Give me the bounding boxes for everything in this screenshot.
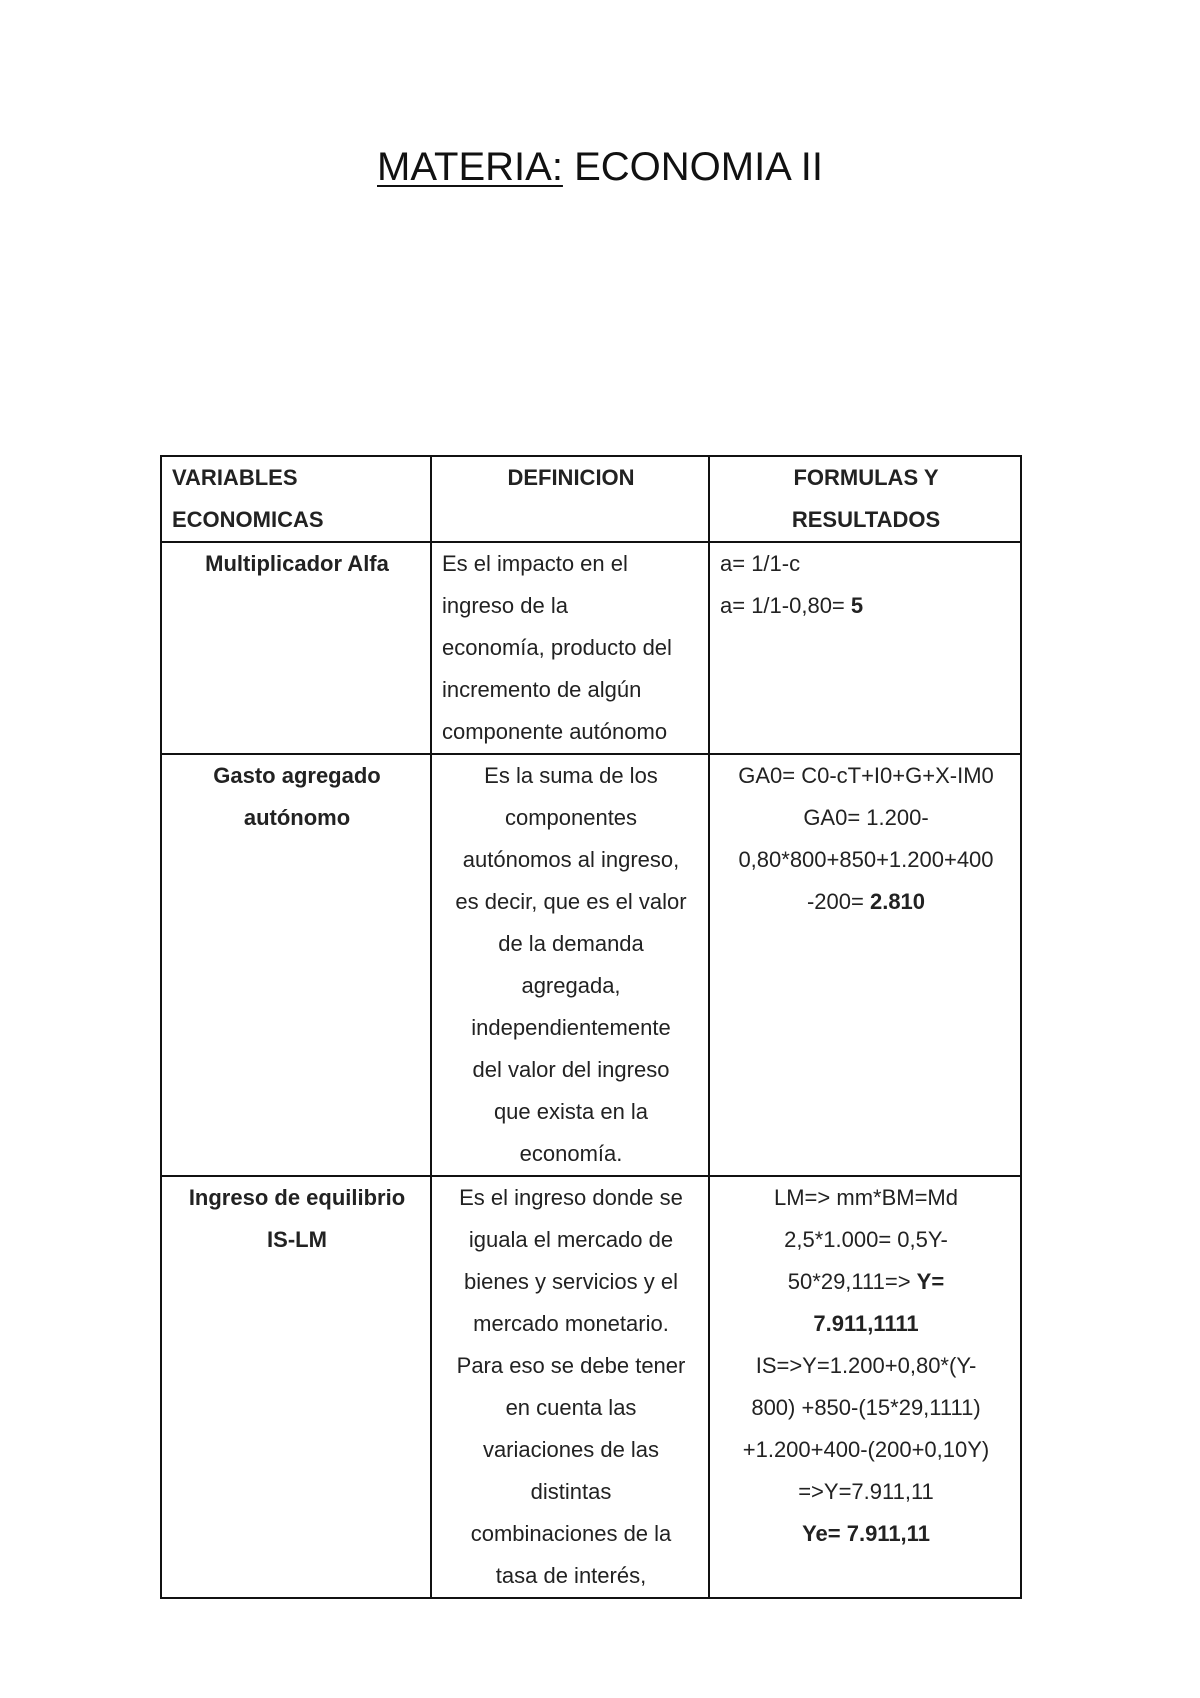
definition-cell [431,542,709,754]
page-title [0,143,1200,191]
formula-text: a= 1/1-c [720,551,801,576]
formula-text: GA0= 1.200- [803,805,929,830]
definition-line: variaciones de las [482,1437,660,1462]
formula-line [720,755,1012,797]
variable-line: autónomo [243,805,351,830]
header-line: ECONOMICAS [172,507,324,532]
table-row [161,1176,1021,1598]
definition-line: de la demanda [498,931,644,956]
definition-cell [431,754,709,1176]
definition-line: agregada, [521,973,621,998]
formula-result: 2.810 [869,889,926,914]
variable-line: Gasto agregado [213,763,381,788]
title-label: MATERIA: [377,145,563,189]
formula-result: Y= [916,1269,945,1294]
variable-line: IS-LM [267,1227,327,1252]
definition-line: independientemente [471,1015,671,1040]
header-line: FORMULAS Y [793,465,939,490]
variables-table [160,455,1022,1599]
formula-text: =>Y=7.911,11 [798,1479,934,1504]
definition-line: bienes y servicios y el [464,1269,678,1294]
definition-line: distintas [530,1479,612,1504]
header-formulas [709,456,1021,542]
table-row [161,754,1021,1176]
formula-text: +1.200+400-(200+0,10Y) [742,1437,990,1462]
formula-line [720,1177,1012,1219]
formula-text: 800) +850-(15*29,1111) [751,1395,981,1420]
formula-line [720,839,1012,881]
definition-line: economía. [519,1141,623,1166]
header-definicion [431,456,709,542]
definition-line: economía, producto del [442,635,672,660]
formula-line [720,881,1012,923]
formula-line [720,1429,1012,1471]
formula-line [720,797,1012,839]
formula-text: IS=>Y=1.200+0,80*(Y- [755,1353,977,1378]
definition-line: Es la suma de los [484,763,658,788]
definition-line: componente autónomo [442,719,668,744]
definition-line: combinaciones de la [470,1521,672,1546]
definition-line: Es el impacto en el [442,551,628,576]
formula-text: 50*29,111=> [787,1269,917,1294]
definition-line: Para eso se debe tener [456,1353,686,1378]
formula-result: 5 [850,593,864,618]
definition-line: que exista en la [493,1099,649,1124]
formula-cell [709,754,1021,1176]
variable-line: Multiplicador Alfa [205,551,389,576]
formula-line [720,1387,1012,1429]
formula-text: -200= [806,889,870,914]
definition-line: ingreso de la [442,593,568,618]
formula-text: GA0= C0-cT+I0+G+X-IM0 [738,763,994,788]
header-line: VARIABLES [172,465,298,490]
formula-text: a= 1/1-0,80= [720,593,851,618]
formula-cell [709,542,1021,754]
formula-text: LM=> mm*BM=Md [774,1185,958,1210]
variable-cell [161,542,431,754]
formula-line [720,1261,1012,1303]
definition-line: componentes [504,805,638,830]
formula-text: 0,80*800+850+1.200+400 [738,847,994,872]
definition-line: incremento de algún [442,677,642,702]
definition-line: es decir, que es el valor [455,889,687,914]
formula-result: 7.911,1111 [813,1311,919,1336]
formula-line [720,543,1012,585]
definition-cell [431,1176,709,1598]
variable-cell [161,754,431,1176]
variable-cell [161,1176,431,1598]
definition-line: mercado monetario. [473,1311,669,1336]
formula-line [720,1345,1012,1387]
formula-cell [709,1176,1021,1598]
definition-line: autónomos al ingreso, [462,847,680,872]
formula-line [720,585,1012,627]
header-variables [161,456,431,542]
variable-line: Ingreso de equilibrio [188,1185,406,1210]
formula-line [720,1513,1012,1555]
table-header-row [161,456,1021,542]
definition-line: iguala el mercado de [468,1227,674,1252]
formula-line [720,1471,1012,1513]
formula-result: Ye= 7.911,11 [802,1521,930,1546]
formula-text: 2,5*1.000= 0,5Y- [784,1227,948,1252]
definition-line: tasa de interés, [495,1563,647,1588]
header-line: DEFINICION [507,465,635,490]
formula-line [720,1303,1012,1345]
title-subject: ECONOMIA II [574,145,823,189]
definition-line: del valor del ingreso [472,1057,670,1082]
definition-line: en cuenta las [505,1395,637,1420]
formula-line [720,1219,1012,1261]
definition-line: Es el ingreso donde se [459,1185,683,1210]
table-row [161,542,1021,754]
header-line: RESULTADOS [791,507,941,532]
